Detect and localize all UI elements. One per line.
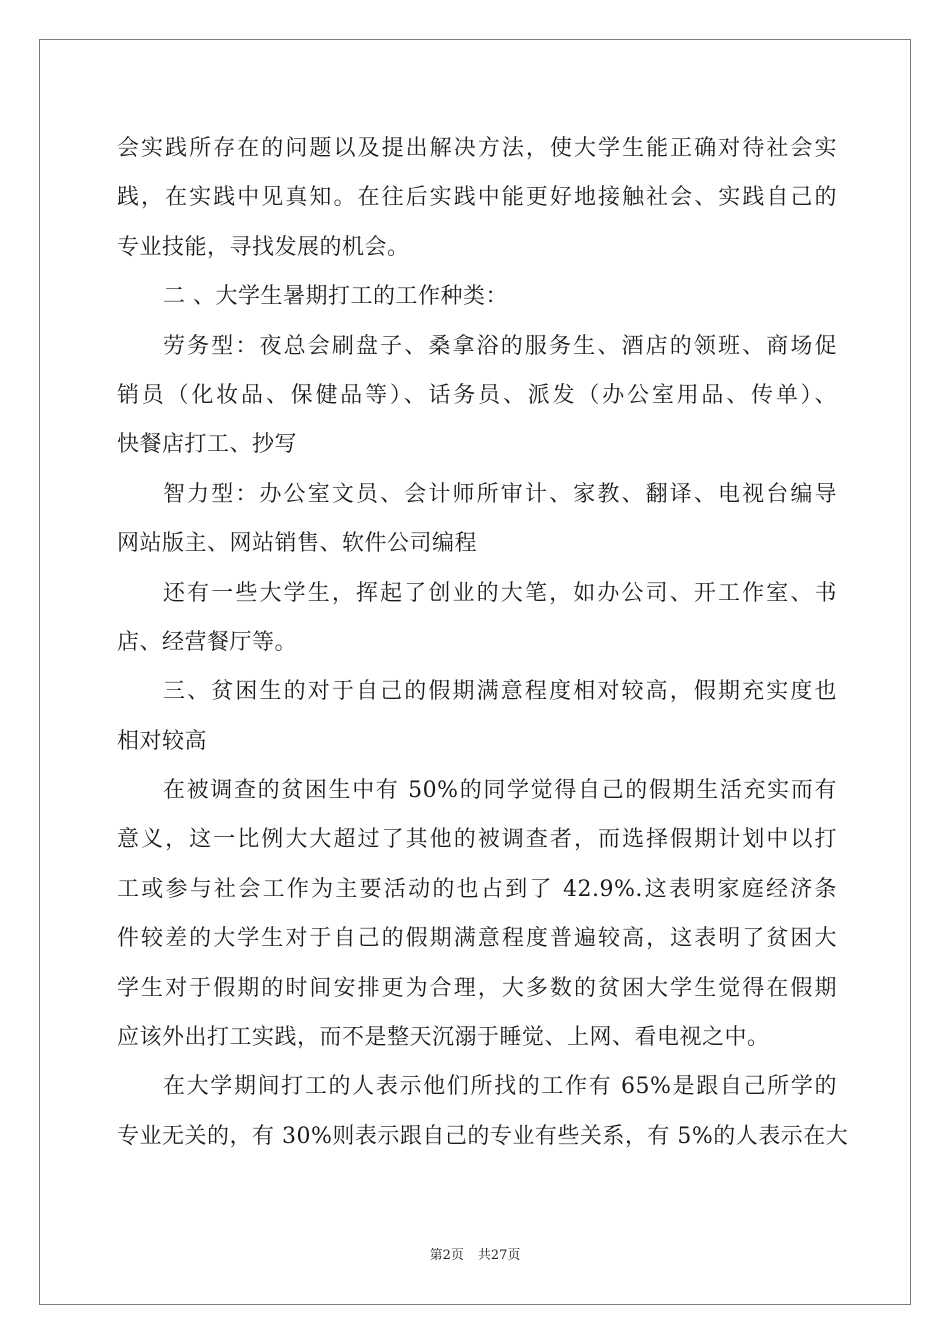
body-line: 件较差的大学生对于自己的假期满意程度普遍较高，这表明了贫困大 xyxy=(117,926,837,952)
body-line: 销员（化妆品、保健品等）、话务员、派发（办公室用品、传单）、 xyxy=(117,382,837,408)
body-line: 践，在实践中见真知。在往后实践中能更好地接触社会、实践自己的 xyxy=(117,185,837,211)
page-number: 第2页 xyxy=(429,1248,464,1263)
section-heading: 二 、大学生暑期打工的工作种类： xyxy=(163,284,508,310)
body-line: 专业技能，寻找发展的机会。 xyxy=(117,234,410,260)
body-line: 店、经营餐厅等。 xyxy=(117,629,298,655)
body-line: 还有一些大学生，挥起了创业的大笔，如办公司、开工作室、书 xyxy=(163,580,837,606)
document-body xyxy=(117,124,849,1161)
section-heading: 相对较高 xyxy=(117,728,208,754)
body-line: 专业无关的，有 30%则表示跟自己的专业有些关系，有 5%的人表示在大 xyxy=(117,1123,849,1149)
body-line: 应该外出打工实践，而不是整天沉溺于睡觉、上网、看电视之中。 xyxy=(117,1025,770,1051)
body-line: 工或参与社会工作为主要活动的也占到了 42.9%.这表明家庭经济条 xyxy=(117,876,837,902)
body-line: 智力型：办公室文员、会计师所审计、家教、翻译、电视台编导 xyxy=(163,481,837,507)
body-line: 意义，这一比例大大超过了其他的被调查者，而选择假期计划中以打 xyxy=(117,827,837,853)
body-line: 学生对于假期的时间安排更为合理，大多数的贫困大学生觉得在假期 xyxy=(117,975,837,1001)
page-total: 共27页 xyxy=(477,1248,521,1263)
body-line: 劳务型：夜总会刷盘子、桑拿浴的服务生、酒店的领班、商场促 xyxy=(163,333,837,359)
page-footer xyxy=(0,1244,950,1263)
body-line: 会实践所存在的问题以及提出解决方法，使大学生能正确对待社会实 xyxy=(117,136,837,161)
section-heading: 三、贫困生的对于自己的假期满意程度相对较高，假期充实度也 xyxy=(163,679,837,705)
body-line: 快餐店打工、抄写 xyxy=(117,432,298,458)
body-line: 网站版主、网站销售、软件公司编程 xyxy=(117,531,478,557)
body-line: 在被调查的贫困生中有 50%的同学觉得自己的假期生活充实而有 xyxy=(163,778,837,804)
body-line: 在大学期间打工的人表示他们所找的工作有 65%是跟自己所学的 xyxy=(163,1074,837,1100)
